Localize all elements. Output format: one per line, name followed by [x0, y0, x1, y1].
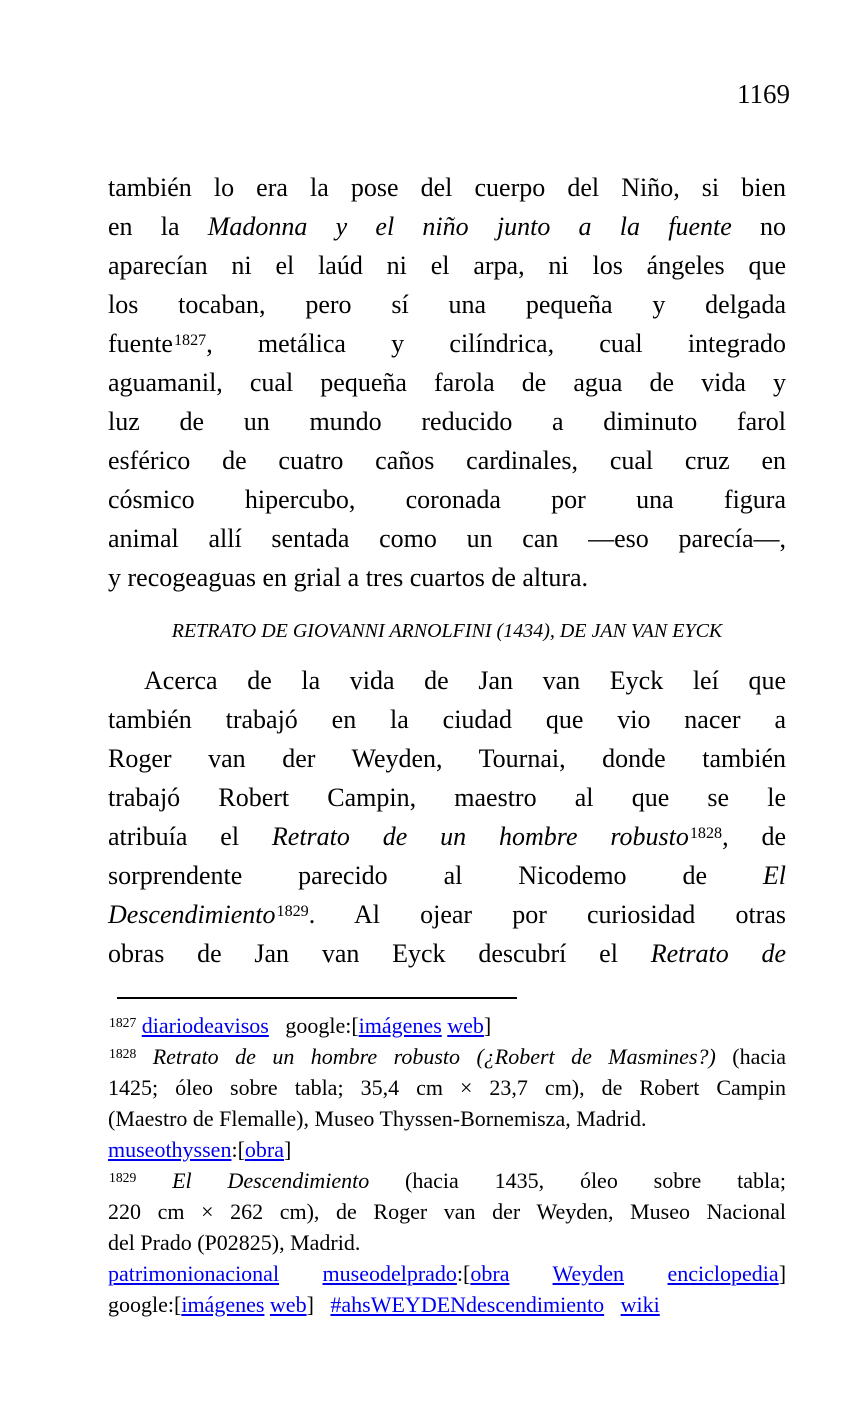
text-line — [108, 934, 786, 973]
link-google-web[interactable]: web — [447, 1013, 484, 1038]
text-segment: Madonna y el niño junto a la fuente — [207, 212, 732, 241]
text-line — [108, 1041, 786, 1072]
text-segment — [624, 1261, 667, 1286]
link-patrimonionacional[interactable]: patrimonionacional — [108, 1261, 280, 1286]
text-segment: atribuía el — [108, 822, 272, 851]
footnote-reference: 1828 — [109, 1045, 137, 1061]
text-segment: :[ — [231, 1137, 245, 1162]
text-segment: (hacia — [715, 1044, 786, 1069]
text-segment: , de — [722, 822, 786, 851]
text-segment: fuente — [108, 329, 173, 358]
section-heading: RETRATO DE GIOVANNI ARNOLFINI (1434), DE JAN VAN EYCK — [171, 620, 723, 642]
text-segment — [136, 1044, 152, 1069]
text-line — [108, 1258, 786, 1289]
text-segment: en la — [108, 212, 208, 241]
text-line — [108, 480, 786, 519]
text-segment: del Prado (P02825), Madrid. — [108, 1230, 361, 1255]
link-museodelprado-obra[interactable]: obra — [470, 1261, 510, 1286]
text-segment: Retrato de un hombre robusto — [271, 822, 689, 851]
text-line — [108, 519, 786, 558]
footnote-reference: 1829 — [109, 1169, 137, 1185]
text-line — [108, 402, 786, 441]
text-segment: El Descendimiento — [172, 1168, 370, 1193]
text-segment: no — [731, 212, 786, 241]
text-segment: , metálica y cilíndrica, cual integrado — [206, 329, 786, 358]
link-google-imagenes-2[interactable]: imágenes — [181, 1292, 265, 1317]
text-segment: luz de un mundo reducido a diminuto farol — [108, 407, 786, 436]
link-museothyssen[interactable]: museothyssen — [108, 1137, 232, 1162]
text-line — [108, 1010, 786, 1041]
text-segment: ] — [483, 1013, 492, 1038]
text-line — [108, 895, 786, 934]
text-segment: animal allí sentada como un can —eso parecía—, — [108, 524, 786, 553]
link-diariodeavisos[interactable]: diariodeavisos — [141, 1013, 269, 1038]
link-museodelprado[interactable]: museodelprado — [322, 1261, 457, 1286]
footnote-1827 — [108, 1010, 786, 1041]
text-line — [108, 1103, 786, 1134]
footnotes-section — [108, 1010, 786, 1320]
text-line — [108, 739, 786, 778]
text-segment: aguamanil, cual pequeña farola de agua de vida y — [108, 368, 786, 397]
footnote-1829 — [108, 1165, 786, 1320]
text-segment — [279, 1261, 322, 1286]
text-segment: ] — [778, 1261, 787, 1286]
text-line — [108, 441, 786, 480]
text-line — [108, 1227, 786, 1258]
text-segment: (Maestro de Flemalle), Museo Thyssen-Bornemisza, Madrid. — [108, 1106, 647, 1131]
text-segment: aparecían ni el laúd ni el arpa, ni los ángeles que — [108, 251, 786, 280]
text-line — [108, 817, 786, 856]
text-line — [108, 1134, 786, 1165]
text-segment: :[ — [456, 1261, 471, 1286]
text-segment: y recogeaguas en grial a tres cuartos de altura. — [108, 563, 589, 592]
text-segment: . Al ojear por curiosidad otras — [308, 900, 786, 929]
text-line — [108, 856, 786, 895]
text-segment: obras de Jan van Eyck descubrí el — [108, 939, 651, 968]
text-segment: (hacia 1435, óleo sobre tabla; — [369, 1168, 786, 1193]
text-segment: Descendimiento — [108, 900, 276, 929]
link-museothyssen-obra[interactable]: obra — [244, 1137, 284, 1162]
text-segment: los tocaban, pero sí una pequeña y delgada — [108, 290, 786, 319]
link-wiki[interactable]: wiki — [620, 1292, 660, 1317]
text-line — [108, 778, 786, 817]
paragraph-2 — [108, 661, 786, 973]
link-museodelprado-enciclopedia[interactable]: enciclopedia — [667, 1261, 779, 1286]
footnote-reference: 1828 — [689, 824, 723, 842]
text-line — [108, 1289, 786, 1320]
footnote-separator — [117, 997, 517, 999]
text-segment: Roger van der Weyden, Tournai, donde también — [108, 744, 786, 773]
text-line — [108, 324, 786, 363]
text-segment: sorprendente parecido al Nicodemo de — [108, 861, 763, 890]
text-line — [108, 207, 786, 246]
text-segment: 220 cm × 262 cm), de Roger van der Weyden, Museo Nacional — [108, 1199, 786, 1224]
text-line — [108, 168, 786, 207]
text-line — [108, 1165, 786, 1196]
text-segment: cósmico hipercubo, coronada por una figura — [108, 485, 786, 514]
text-line — [108, 285, 786, 324]
footnote-reference: 1827 — [109, 1014, 137, 1030]
text-segment: google:[ — [268, 1013, 359, 1038]
footnote-reference: 1827 — [173, 331, 207, 349]
text-segment: también trabajó en la ciudad que vio nacer a — [108, 705, 786, 734]
text-segment: trabajó Robert Campin, maestro al que se le — [108, 783, 786, 812]
text-segment: Acerca de la vida de Jan van Eyck leí que — [144, 666, 786, 695]
text-line — [108, 1072, 786, 1103]
link-google-imagenes[interactable]: imágenes — [358, 1013, 442, 1038]
link-museodelprado-weyden[interactable]: Weyden — [552, 1261, 625, 1286]
text-segment — [604, 1292, 621, 1317]
page-content — [108, 168, 786, 973]
text-line — [108, 700, 786, 739]
footnote-reference: 1829 — [276, 902, 309, 920]
text-segment: Retrato de — [650, 939, 786, 968]
paragraph-1 — [108, 168, 786, 597]
text-line — [108, 661, 786, 700]
page-number: 1169 — [737, 79, 790, 109]
footnote-1828 — [108, 1041, 786, 1165]
text-segment — [509, 1261, 552, 1286]
link-google-web-2[interactable]: web — [269, 1292, 307, 1317]
text-segment — [136, 1168, 172, 1193]
text-segment: ] — [306, 1292, 331, 1317]
text-segment: ] — [284, 1137, 292, 1162]
text-segment: también lo era la pose del cuerpo del Niño, si bien — [108, 173, 786, 202]
text-line — [108, 363, 786, 402]
link-ahsweyden-descendimiento[interactable]: #ahsWEYDENdescendimiento — [330, 1292, 605, 1317]
text-segment: Retrato de un hombre robusto (¿Robert de Masmines?) — [152, 1044, 716, 1069]
text-segment: google:[ — [108, 1292, 182, 1317]
text-segment: El — [762, 861, 786, 890]
text-segment: esférico de cuatro caños cardinales, cual cruz en — [108, 446, 786, 475]
text-line — [108, 1196, 786, 1227]
text-line — [108, 558, 786, 597]
text-segment: 1425; óleo sobre tabla; 35,4 cm × 23,7 cm), de Robert Campin — [108, 1075, 786, 1100]
text-line — [108, 246, 786, 285]
